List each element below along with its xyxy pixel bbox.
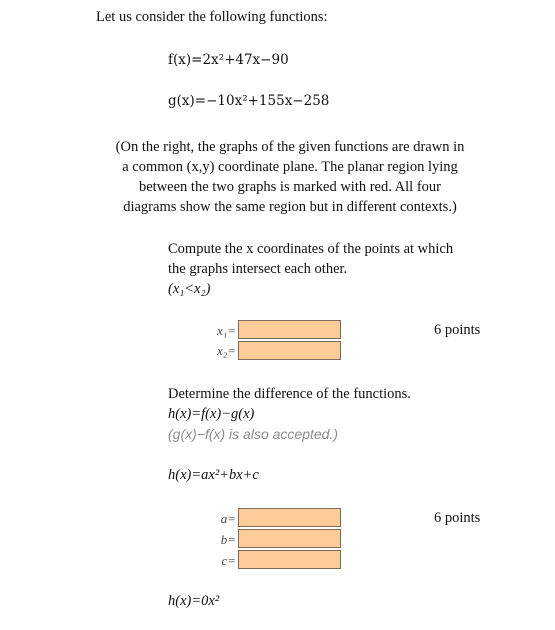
note-line: (On the right, the graphs of the given functions are drawn in [115, 139, 465, 155]
x2-input[interactable] [238, 341, 341, 360]
c-label: c= [221, 553, 236, 568]
c-input[interactable] [238, 550, 341, 569]
h-result: h(x)=0x² [168, 593, 220, 609]
x2-label: x₂= [216, 343, 236, 358]
q2-line-3: (g(x)−f(x) is also accepted.) [168, 426, 338, 442]
question-1-text [168, 239, 453, 299]
q2-points: 6 points [434, 510, 481, 526]
note-line: a common (x,y) coordinate plane. The planar region lying [122, 159, 458, 175]
x2-row [212, 341, 238, 361]
x1-input[interactable] [238, 320, 341, 339]
q1-line-2: the graphs intersect each other. [168, 261, 348, 277]
g-definition: g(x)=−10x²+155x−258 [168, 93, 330, 109]
q2-line-2: h(x)=f(x)−g(x) [168, 406, 255, 422]
q1-points: 6 points [434, 322, 481, 338]
graph-note [98, 137, 482, 217]
note-line: diagrams show the same region but in different contexts.) [123, 199, 457, 215]
h-form: h(x)=ax²+bx+c [168, 467, 259, 483]
a-input[interactable] [238, 508, 341, 527]
c-row [212, 551, 238, 571]
x1-label: x₁= [216, 323, 236, 338]
note-line: between the two graphs is marked with red. All four [138, 179, 441, 195]
q1-line-1: Compute the x coordinates of the points at which [168, 241, 454, 257]
question-2-text [168, 384, 411, 444]
x1-row [212, 321, 238, 341]
b-label: b= [220, 532, 236, 547]
a-label: a= [220, 511, 236, 526]
q2-line-1: Determine the difference of the functions. [168, 386, 411, 402]
b-input[interactable] [238, 529, 341, 548]
a-row [212, 509, 238, 529]
intro-text: Let us consider the following functions: [96, 9, 328, 25]
b-row [212, 530, 238, 550]
q1-line-3: (x₁<x₂) [168, 281, 211, 297]
f-definition: f(x)=2x²+47x−90 [168, 52, 289, 68]
